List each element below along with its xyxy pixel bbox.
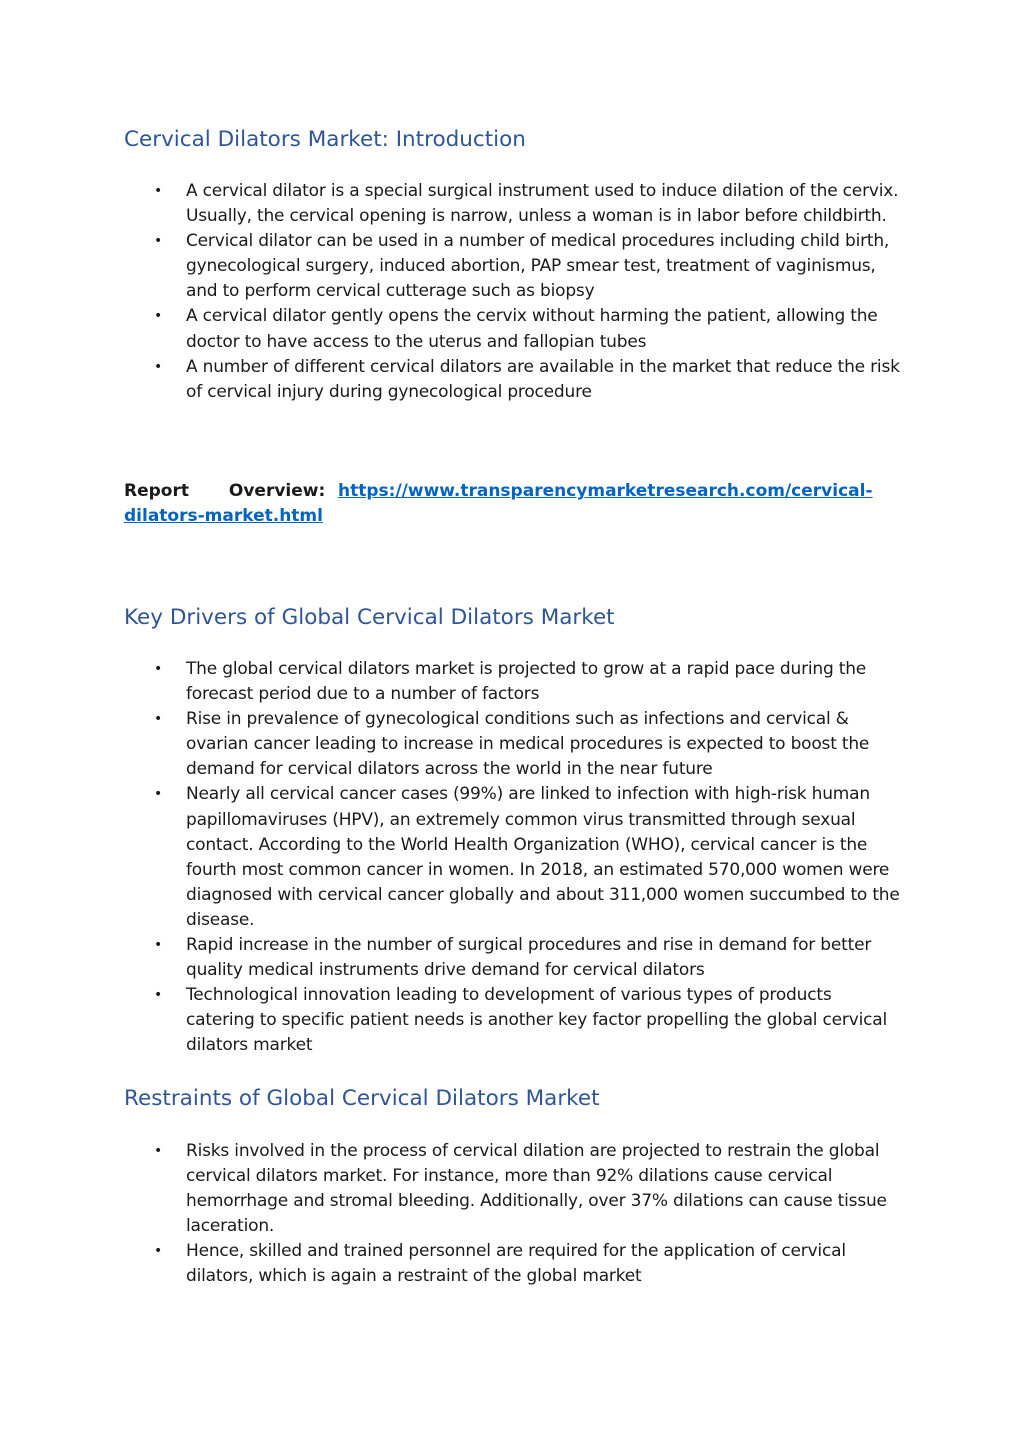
section-heading-key-drivers: Key Drivers of Global Cervical Dilators Market (124, 605, 615, 630)
bullet-icon: • (154, 233, 163, 250)
list-item-text: Rise in prevalence of gynecological conditions such as infections and cervical & ovarian cancer leading to increase in medical procedures is expected to boost the demand for cervical dilators across the world in the near future (186, 709, 870, 780)
list-item (124, 179, 900, 229)
bullet-icon: • (154, 358, 163, 375)
list-item (124, 657, 900, 707)
list-item-text: Hence, skilled and trained personnel are required for the application of cervical dilators, which is again a restraint of the global market (186, 1241, 846, 1287)
list-item-text: The global cervical dilators market is projected to grow at a rapid pace during the forecast period due to a number of factors (186, 659, 867, 705)
list-item-text: Nearly all cervical cancer cases (99%) are linked to infection with high-risk human papillomaviruses (HPV), an extremely common virus transmitted through sexual contact. According to the World Health Organization (WHO), cervical cancer is the fourth most common cancer in women. In 2018, an estimated 570,000 women were diagnosed with cervical cancer globally and about 311,000 women succumbed to the disease. (186, 784, 900, 930)
restraints-list (124, 1139, 900, 1290)
list-item-text: A number of different cervical dilators are available in the market that reduce the risk of cervical injury during gynecological procedure (186, 356, 900, 402)
report-overview-label: Report Overview: (124, 481, 326, 501)
list-item (124, 355, 900, 405)
list-item (124, 983, 900, 1058)
bullet-icon: • (154, 183, 163, 199)
bullet-icon: • (154, 661, 163, 677)
list-item (124, 229, 900, 304)
list-item-text: A cervical dilator gently opens the cervix without harming the patient, allowing the doctor to have access to the uterus and fallopian tubes (186, 306, 878, 352)
bullet-icon: • (154, 1243, 163, 1260)
bullet-icon: • (154, 786, 163, 803)
list-item-text: Rapid increase in the number of surgical procedures and rise in demand for better quality medical instruments drive demand for cervical dilators (186, 935, 872, 981)
bullet-icon: • (154, 711, 163, 728)
list-item (124, 782, 900, 933)
bullet-icon: • (154, 987, 163, 1004)
key-drivers-list (124, 657, 900, 1059)
report-overview-link[interactable]: https://www.transparencymarketresearch.com/cervical-dilators-market.html (124, 481, 873, 526)
list-item-text: A cervical dilator is a special surgical instrument used to induce dilation of the cervix. Usually, the cervical opening is narrow, unless a woman is in labor before childbirth. (186, 181, 899, 227)
bullet-icon: • (154, 308, 163, 325)
list-item (124, 1239, 900, 1289)
bullet-icon: • (154, 937, 163, 954)
section-heading-restraints: Restraints of Global Cervical Dilators Market (124, 1086, 600, 1111)
list-item-text: Technological innovation leading to development of various types of products catering to specific patient needs is another key factor propelling the global cervical dilators market (186, 985, 887, 1056)
list-item (124, 707, 900, 782)
list-item (124, 1139, 900, 1239)
introduction-list (124, 179, 900, 405)
report-overview (124, 479, 900, 529)
bullet-icon: • (154, 1143, 163, 1159)
list-item-text: Risks involved in the process of cervical dilation are projected to restrain the global cervical dilators market. For instance, more than 92% dilations cause cervical hemorrhage and stromal bleeding. Additionally, over 37% dilations can cause tissue laceration. (186, 1141, 887, 1237)
section-heading-introduction: Cervical Dilators Market: Introduction (124, 127, 526, 152)
list-item (124, 304, 900, 354)
list-item-text: Cervical dilator can be used in a number of medical procedures including child birth, gynecological surgery, induced abortion, PAP smear test, treatment of vaginismus, and to perform cervical cutterage such as biopsy (186, 231, 890, 302)
list-item (124, 933, 900, 983)
